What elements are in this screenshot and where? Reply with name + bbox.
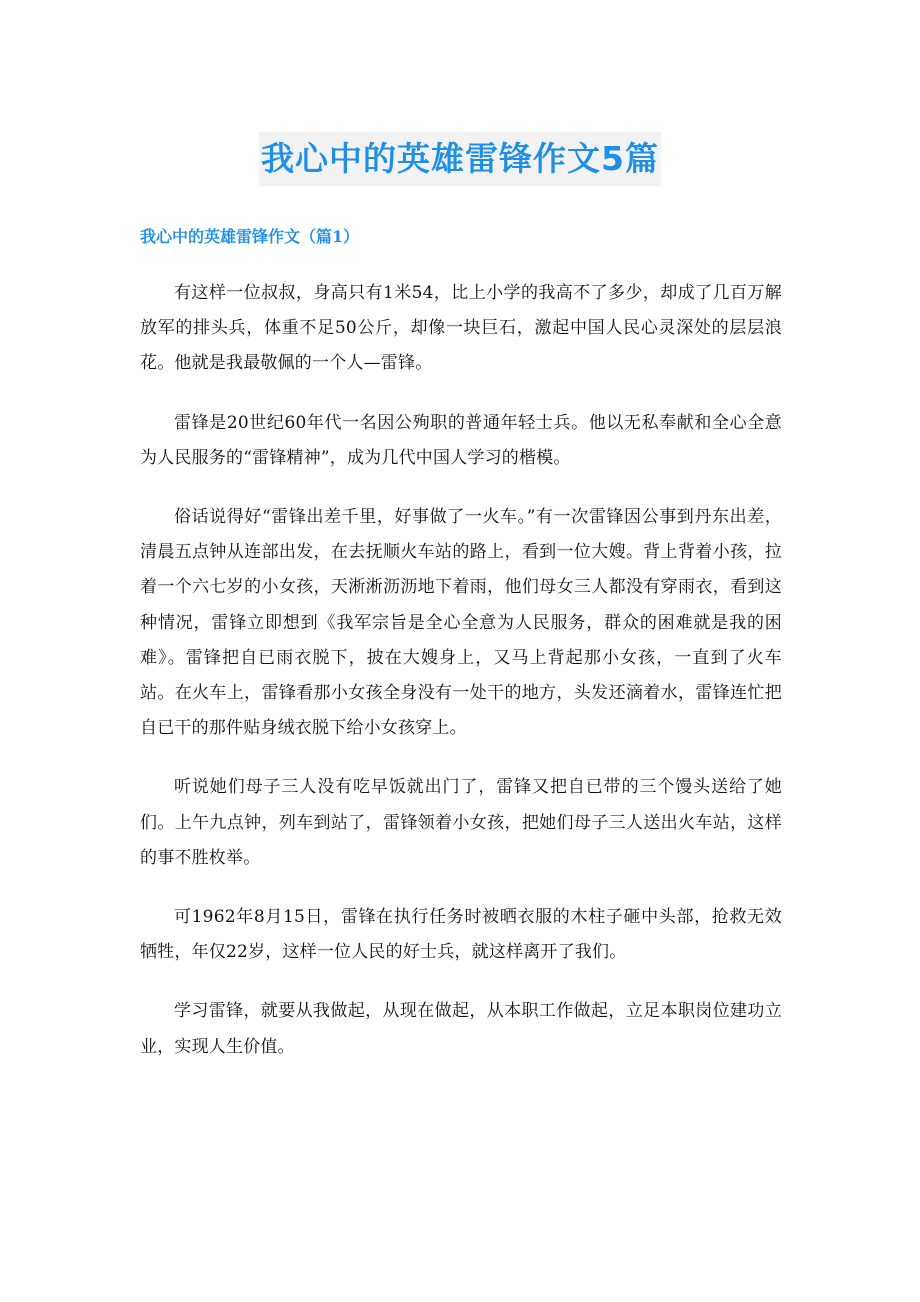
document-title-text: 我心中的英雄雷锋作文5篇 (259, 132, 661, 186)
paragraph-3: 俗话说得好“雷锋出差千里，好事做了一火车。”有一次雷锋因公事到丹东出差，清晨五点钟从连部出发，在去抚顺火车站的路上，看到一位大嫂。背上背着小孩，拉着一个六七岁的小女孩，天淅淅沥沥地下着雨，他们母女三人都没有穿雨衣，看到这种情况，雷锋立即想到《我军宗旨是全心全意为人民服务，群众的困难就是我的困难》。雷锋把自已雨衣脱下，披在大嫂身上，又马上背起那小女孩，一直到了火车站。在火车上，雷锋看那小女孩全身没有一处干的地方，头发还滴着水，雷锋连忙把自已干的那件贴身绒衣脱下给小女孩穿上。 (140, 507, 782, 739)
section-heading: 我心中的英雄雷锋作文（篇1） (140, 227, 360, 246)
paragraph-2: 雷锋是20世纪60年代一名因公殉职的普通年轻士兵。他以无私奉献和全心全意为人民服务的“雷锋精神”，成为几代中国人学习的楷模。 (140, 412, 782, 468)
paragraph-4: 听说她们母子三人没有吃早饭就出门了，雷锋又把自已带的三个馒头送给了她们。上午九点钟，列车到站了，雷锋领着小女孩，把她们母子三人送出火车站，这样的事不胜枚举。 (140, 777, 782, 868)
paragraph-6: 学习雷锋，就要从我做起，从现在做起，从本职工作做起，立足本职岗位建功立业，实现人生价值。 (140, 1001, 782, 1057)
paragraph-5: 可1962年8月15日，雷锋在执行任务时被晒衣服的木柱子砸中头部，抢救无效牺牲，年仅22岁，这样一位人民的好士兵，就这样离开了我们。 (140, 907, 782, 963)
article-body (140, 276, 782, 1089)
document-title (0, 132, 920, 186)
paragraph-1: 有这样一位叔叔，身高只有1米54，比上小学的我高不了多少，却成了几百万解放军的排头兵，体重不足50公斤，却像一块巨石，激起中国人民心灵深处的层层浪花。他就是我最敬佩的一个人—雷锋。 (140, 283, 782, 374)
